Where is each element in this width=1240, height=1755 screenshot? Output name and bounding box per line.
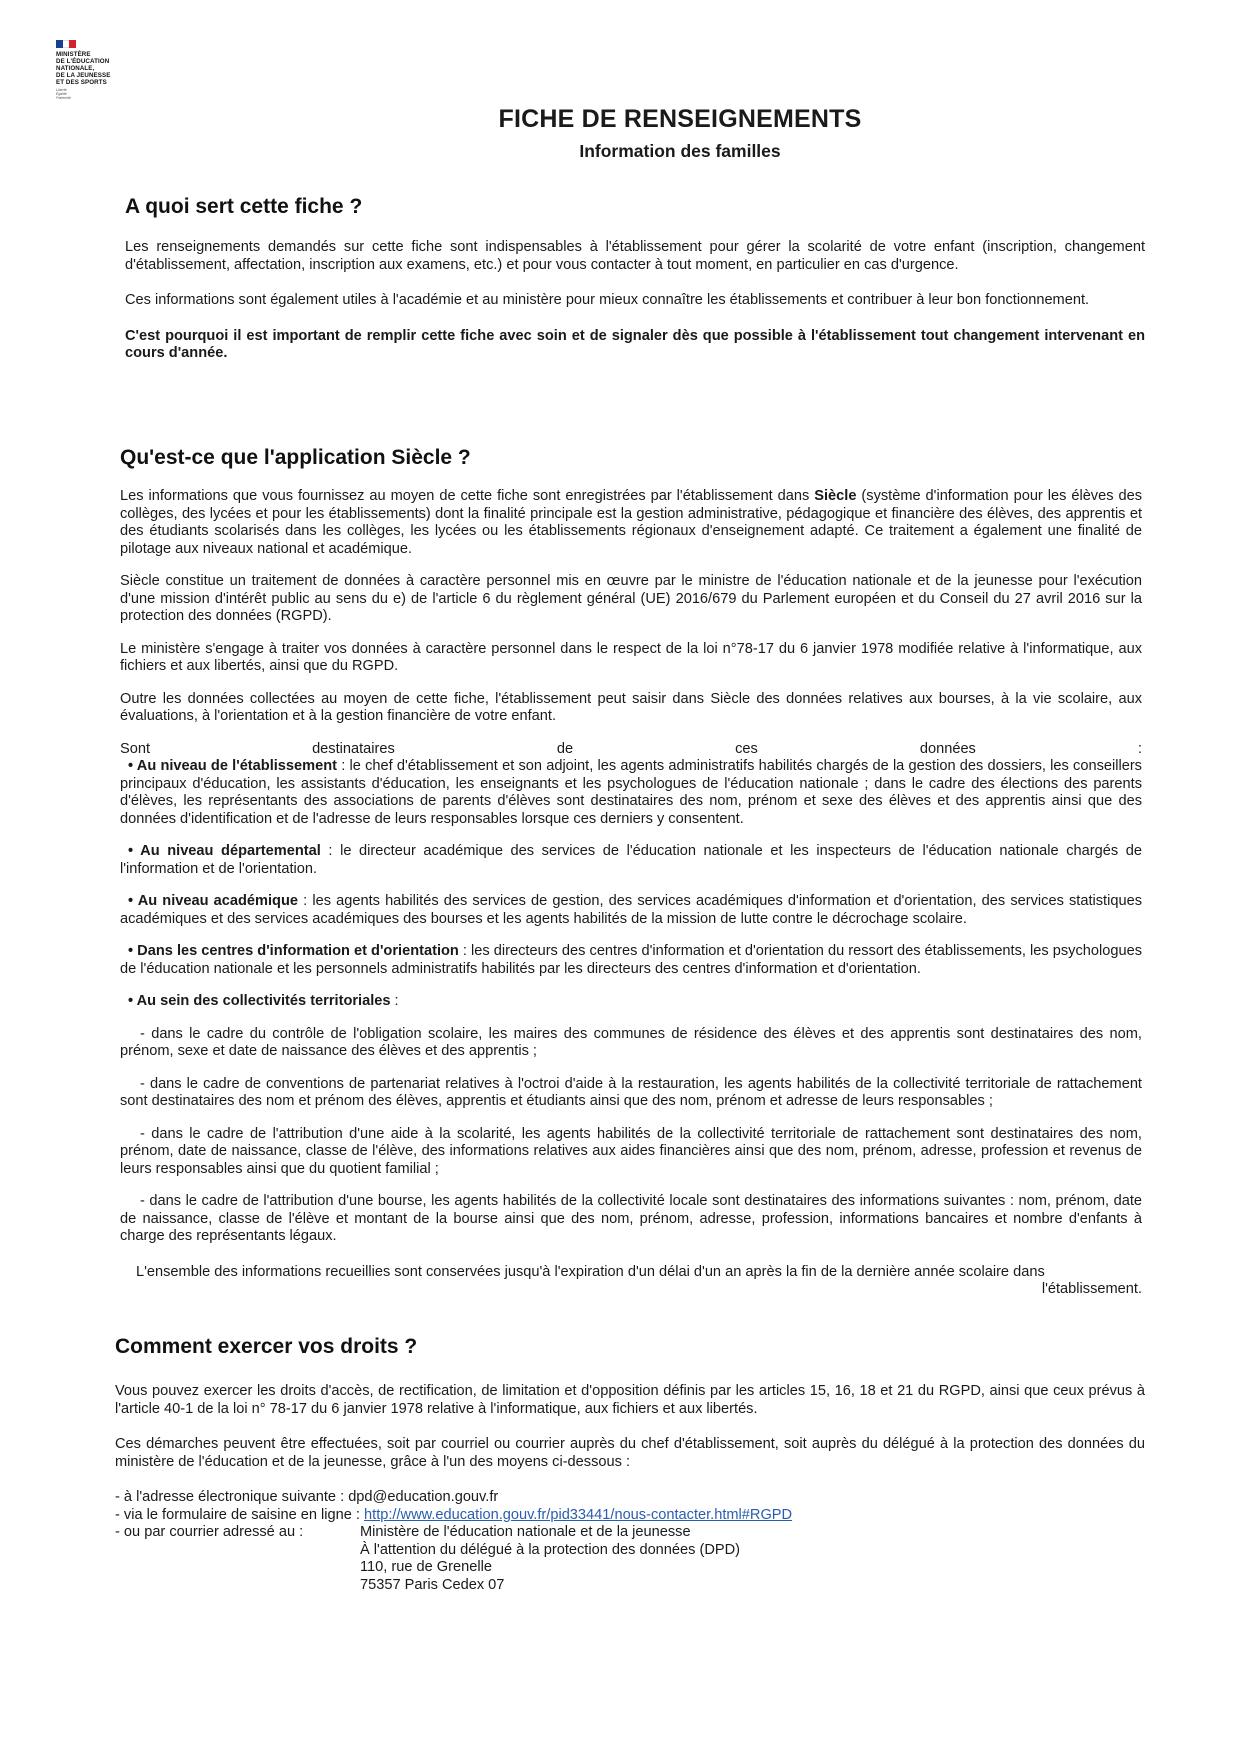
retention-end: l'établissement. bbox=[1041, 1281, 1142, 1297]
paragraph: Ces démarches peuvent être effectuées, soit par courriel ou courrier auprès du chef d'établissement, soit auprès du délégué à la protection des données du ministère de l'éducation et de la jeunesse, grâce à l'un des moyens ci-dessous : bbox=[115, 1436, 1145, 1470]
sub-item: - dans le cadre de l'attribution d'une bourse, les agents habilités de la collectivité locale sont destinataires des informations suivantes : nom, prénom, date de naissance, classe de l'élève et montant de la bourse ainsi que des nom, prénom, adresse, profession, informations bancaires et nombre d'enfants à charge des représentants légaux. bbox=[120, 1193, 1142, 1244]
recipient-text: : bbox=[390, 993, 399, 1009]
address-line: Ministère de l'éducation nationale et de la jeunesse bbox=[360, 1524, 691, 1540]
sub-item: - dans le cadre de l'attribution d'une aide à la scolarité, les agents habilités de la collectivité territoriale de rattachement sont destinataires des nom, prénom, date de naissance, classe de l'élève, des informations relatives aux aides financières ainsi que des nom, prénom, adresse, profession et revenus de leurs responsables ainsi que du quotient familial ; bbox=[120, 1125, 1142, 1177]
address-line: À l'attention du délégué à la protection des données (DPD) bbox=[360, 1541, 741, 1558]
contact-label: - via le formulaire de saisine en ligne : bbox=[115, 1506, 365, 1523]
logo-line: ET DES SPORTS bbox=[56, 79, 107, 86]
paragraph bbox=[120, 488, 1142, 558]
text-run: (système d'information pour les élèves des collèges, des lycées et pour les établissements) dont la finalité principale est la gestion administrative, pédagogique et financière des élèves, des apprentis et des étudiants scolarisés dans les collèges, les lycées ou les établissements régionaux d'enseignement adapté. Ce traitement a également une finalité de pilotage aux niveaux national et académique. bbox=[120, 488, 1142, 557]
paragraph: Outre les données collectées au moyen de cette fiche, l'établissement peut saisir dans Siècle des données relatives aux bourses, à la vie scolaire, aux évaluations, à l'orientation et à la gestion financière de votre enfant. bbox=[120, 690, 1142, 724]
recipient-label: • Au sein des collectivités territoriales bbox=[128, 993, 391, 1009]
logo-line: MINISTÈRE bbox=[56, 51, 91, 58]
section-heading: Comment exercer vos droits ? bbox=[115, 1335, 418, 1358]
page-subtitle: Information des familles bbox=[579, 141, 781, 161]
logo-line: NATIONALE, bbox=[56, 65, 95, 72]
section-heading: A quoi sert cette fiche ? bbox=[125, 195, 363, 218]
word: ces bbox=[735, 740, 758, 757]
page-title: FICHE DE RENSEIGNEMENTS bbox=[498, 105, 862, 133]
address-line: 110, rue de Grenelle bbox=[360, 1559, 492, 1575]
motto-line: Liberté bbox=[56, 88, 67, 92]
recipients-heading bbox=[120, 741, 1142, 759]
section-siecle bbox=[120, 446, 1142, 1314]
ministry-logo bbox=[56, 40, 146, 101]
section-rights bbox=[115, 1335, 1145, 1594]
retention-paragraph: L'ensemble des informations recueillies sont conservées jusqu'à l'expiration d'un délai d'un an après la fin de la dernière année scolaire dans bbox=[136, 1263, 1045, 1280]
recipient-label: • Dans les centres d'information et d'orientation bbox=[128, 943, 459, 959]
recipient-text: : les directeurs des centres d'information et d'orientation du ressort des établissements, les psychologues de l'éducation nationale et les personnels administratifs habilités par les directeurs des centres d'information et d'orientation. bbox=[120, 943, 1142, 977]
sub-item: - dans le cadre du contrôle de l'obligation scolaire, les maires des communes de résidence des élèves et des apprentis sont destinataires des nom, prénom, sexe et date de naissance des élèves et des apprentis ; bbox=[120, 1025, 1142, 1059]
important-paragraph: C'est pourquoi il est important de remplir cette fiche avec soin et de signaler dès que possible à l'établissement tout changement intervenant en cours d'année. bbox=[125, 327, 1145, 361]
section-purpose bbox=[125, 195, 1145, 381]
word: données bbox=[919, 740, 976, 757]
recipient-item bbox=[120, 843, 1142, 878]
recipient-item bbox=[120, 943, 1142, 978]
word: : bbox=[1137, 740, 1142, 757]
recipient-text: : les agents habilités des services de gestion, des services académiques d'information et d'orientation, des services statistiques académiques et des services académiques des bourses et les agents habilités de la mission de lutte contre le décrochage scolaire. bbox=[120, 893, 1143, 927]
paragraph: Les renseignements demandés sur cette fiche sont indispensables à l'établissement pour gérer la scolarité de votre enfant (inscription, changement d'établissement, affectation, inscription aux examens, etc.) et pour vous contacter à tout moment, en particulier en cas d'urgence. bbox=[125, 239, 1145, 273]
contact-label: - à l'adresse électronique suivante : bbox=[115, 1489, 349, 1505]
word: destinataires bbox=[312, 740, 395, 757]
logo-motto bbox=[56, 88, 146, 101]
contact-email-row bbox=[115, 1489, 1145, 1507]
motto-line: Fraternité bbox=[56, 96, 71, 101]
paragraph: Siècle constitue un traitement de données à caractère personnel mis en œuvre par le ministre de l'éducation nationale et de la jeunesse pour l'exécution d'une mission d'intérêt public au sens du e) de l'article 6 du règlement général (UE) 2016/679 du Parlement européen et du Conseil du 27 avril 2016 sur la protection des données (RGPD). bbox=[120, 573, 1142, 624]
logo-line: DE LA JEUNESSE bbox=[56, 72, 111, 79]
logo-line: DE L'ÉDUCATION bbox=[56, 58, 110, 65]
recipient-text: : le directeur académique des services de l'éducation nationale et les inspecteurs de l'éducation nationale chargés de l'information et de l'orientation. bbox=[120, 843, 1142, 877]
recipient-item bbox=[120, 758, 1142, 828]
french-flag-icon bbox=[56, 40, 76, 48]
recipient-item bbox=[120, 893, 1142, 928]
address-line: 75357 Paris Cedex 07 bbox=[360, 1576, 505, 1593]
text-run: Les informations que vous fournissez au moyen de cette fiche sont enregistrées par l'établissement dans bbox=[120, 488, 815, 504]
paragraph: Vous pouvez exercer les droits d'accès, de rectification, de limitation et d'opposition définis par les articles 15, 16, 18 et 21 du RGPD, ainsi que ceux prévus à l'article 40-1 de la loi n° 78-17 du 6 janvier 1978 relative à l'informatique, aux fichiers et aux libertés. bbox=[115, 1383, 1145, 1417]
recipient-label: • Au niveau départemental bbox=[128, 843, 321, 859]
recipient-item bbox=[120, 993, 1142, 1011]
word: de bbox=[556, 740, 574, 757]
text-run-bold: Siècle bbox=[814, 488, 857, 504]
word: Sont bbox=[120, 740, 151, 757]
recipient-label: • Au niveau académique bbox=[128, 893, 299, 909]
sub-item: - dans le cadre de conventions de partenariat relatives à l'octroi d'aide à la restauration, les agents habilités de la collectivité territoriale de rattachement sont destinataires des nom et prénom des élèves, apprentis et étudiants ainsi que des nom, prénom et adresse de leurs responsables ; bbox=[120, 1075, 1142, 1109]
contact-label: - ou par courrier adressé au : bbox=[115, 1524, 304, 1540]
email-address[interactable]: dpd@education.gouv.fr bbox=[348, 1489, 499, 1505]
paragraph: Le ministère s'engage à traiter vos données à caractère personnel dans le respect de la loi n°78-17 du 6 janvier 1978 modifiée relative à l'informatique, aux fichiers et aux libertés, ainsi que du RGPD. bbox=[120, 640, 1142, 674]
recipient-text: : le chef d'établissement et son adjoint, les agents administratifs habilités chargés de la gestion des dossiers, les conseillers principaux d'éducation, les assistants d'éducation, les enseignants et les psychologues de l'éducation nationale ; dans le cadre des élections des parents d'élèves, les représentants des associations de parents d'élèves sont destinataires des nom, prénom et sexe des élèves et des apprentis ainsi que des données d'identification et de l'adresse de leurs responsables lorsque ces derniers y consentent. bbox=[120, 758, 1142, 827]
contact-form-row bbox=[115, 1507, 1145, 1525]
motto-line: Égalité bbox=[56, 92, 67, 97]
contact-form-link[interactable]: http://www.education.gouv.fr/pid33441/nous-contacter.html#RGPD bbox=[364, 1506, 793, 1523]
paragraph: Ces informations sont également utiles à l'académie et au ministère pour mieux connaître les établissements et contribuer à leur bon fonctionnement. bbox=[125, 292, 1090, 308]
section-heading: Qu'est-ce que l'application Siècle ? bbox=[120, 446, 471, 469]
recipient-label: • Au niveau de l'établissement bbox=[128, 758, 338, 774]
